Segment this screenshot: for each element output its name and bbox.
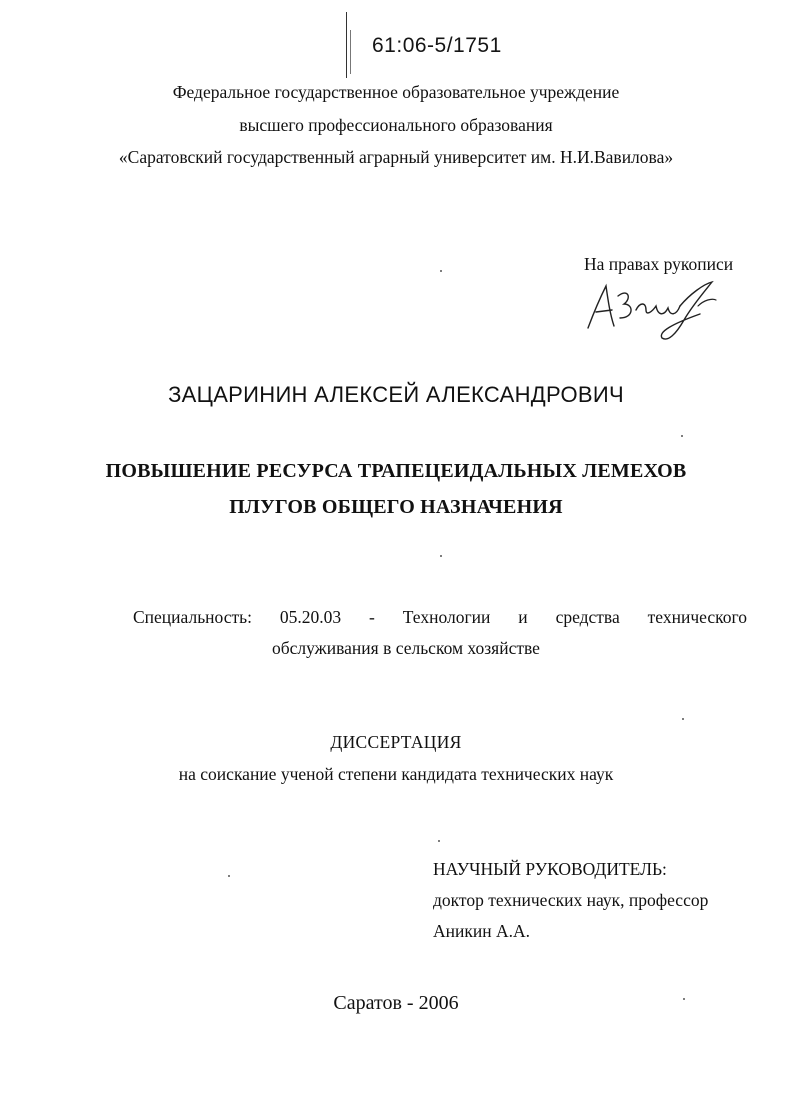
specialty-label: Специальность: bbox=[133, 607, 252, 627]
scan-speck bbox=[440, 555, 442, 557]
author-signature bbox=[580, 276, 720, 346]
supervisor-degree: доктор технических наук, профессор bbox=[433, 890, 709, 910]
dissertation-subtitle: на соискание ученой степени кандидата технических наук bbox=[178, 764, 614, 784]
specialty-word: средства bbox=[555, 607, 620, 627]
dissertation-heading: ДИССЕРТАЦИЯ bbox=[330, 732, 462, 752]
specialty-continuation: обслуживания в сельском хозяйстве bbox=[272, 638, 540, 658]
supervisor-name: Аникин А.А. bbox=[433, 921, 531, 941]
thesis-title-line-2: ПЛУГОВ ОБЩЕГО НАЗНАЧЕНИЯ bbox=[229, 496, 563, 518]
scan-speck bbox=[681, 435, 683, 437]
institution-line-1: Федеральное государственное образовательное учреждение bbox=[172, 82, 620, 102]
institution-line-2: высшего профессионального образования bbox=[239, 115, 553, 135]
author-name: ЗАЦАРИНИН АЛЕКСЕЙ АЛЕКСАНДРОВИЧ bbox=[168, 382, 624, 407]
scan-speck bbox=[440, 270, 442, 272]
scan-speck bbox=[438, 840, 440, 842]
scan-speck bbox=[682, 718, 684, 720]
stamp-rule-secondary bbox=[350, 30, 351, 74]
specialty-code: 05.20.03 bbox=[279, 607, 342, 627]
specialty-word: и bbox=[518, 607, 528, 627]
specialty-word: технического bbox=[647, 607, 747, 627]
scan-speck bbox=[683, 998, 685, 1000]
place-and-year: Саратов - 2006 bbox=[333, 992, 459, 1014]
specialty-word: Технологии bbox=[402, 607, 491, 627]
stamp-rule bbox=[346, 12, 347, 78]
archive-code: 61:06-5/1751 bbox=[372, 34, 502, 57]
specialty-dash: - bbox=[369, 607, 375, 627]
thesis-title-line-1: ПОВЫШЕНИЕ РЕСУРСА ТРАПЕЦЕИДАЛЬНЫХ ЛЕМЕХОВ bbox=[105, 460, 687, 482]
manuscript-rights-note: На правах рукописи bbox=[584, 254, 734, 274]
scan-speck bbox=[228, 875, 230, 877]
institution-line-3: «Саратовский государственный аграрный университет им. Н.И.Вавилова» bbox=[118, 147, 674, 167]
supervisor-heading: НАУЧНЫЙ РУКОВОДИТЕЛЬ: bbox=[433, 859, 667, 879]
specialty-row bbox=[133, 607, 747, 628]
